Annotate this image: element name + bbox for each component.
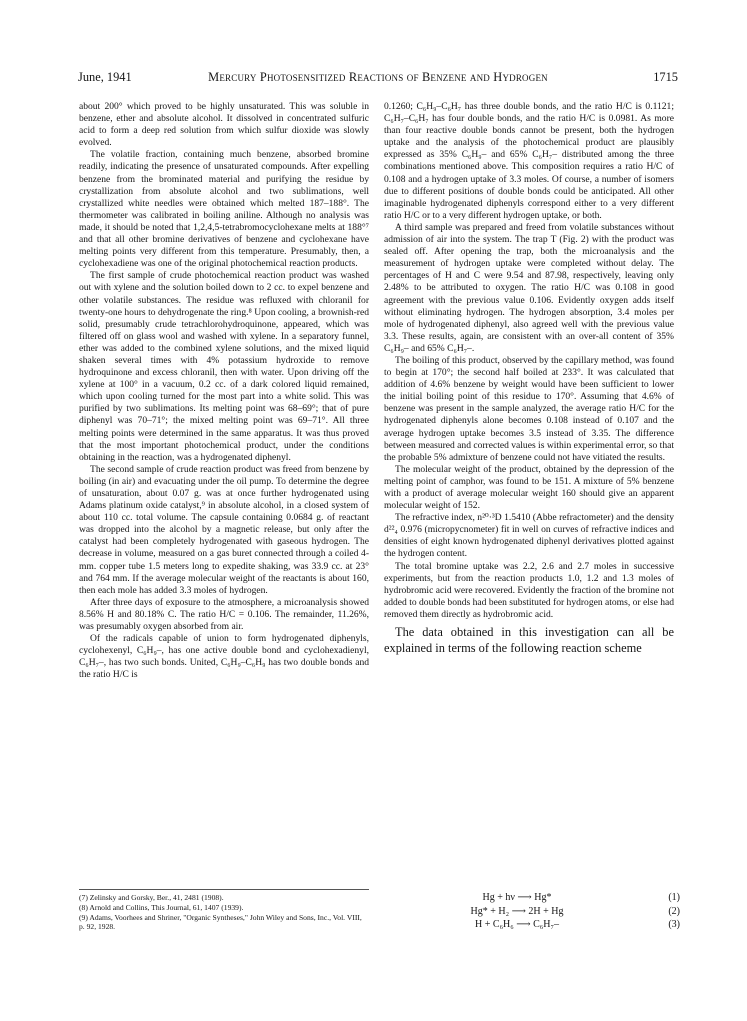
paragraph: The refractive index, n²⁰·³D 1.5410 (Abbe refractometer) and the density d²²₄ 0.976 (micropycnometer) fit in well on curves of refractive indices and densities of eight known hydrogenated diphenyl derivatives plotted against the hydrogen content.: [384, 512, 674, 560]
paragraph: The boiling of this product, observed by the capillary method, was found to begin at 170°; the second half boiled at 233°. It was calculated that addition of 4.6% benzene by weight would have been sufficient to lower the initial boiling point of this residue to 170°. Assuming that 4.6% of benzene was present in the sample analyzed, the average ratio H/C for the hydrogenated diphenyls alone becomes 0.108 instead of 0.107 and the average hydrogen uptake becomes 3.5 instead of 3.35. The difference between measured and corrected values is within experimental error, so that the probable 5% admixture of benzene could not have vitiated the results.: [384, 354, 674, 463]
equation-formula: H + C₆H₆ ⟶ C₆H₇–: [475, 919, 559, 930]
paragraph: 0.1260; C₆H₉–C₆H₇ has three double bonds, and the ratio H/C is 0.1121; C₆H₇–C₆H₇ has four double bonds, and the ratio H/C is 0.0981. As more than four reactive double bonds cannot be present, both the hydrogen uptake and the analysis of the photochemical product are plausibly expressed as 35% C₆H₉– and 65% C₆H₇– distributed among the three combinations mentioned above. This composition requires a ratio H/C of 0.108 and a hydrogen uptake of 3.3 moles. Of course, a number of isomers due to different positions of double bonds could be anticipated. All other imaginable hydrogenated diphenyls correspond either to a very different ratio H/C or to a very different hydrogen uptake, or both.: [384, 101, 674, 221]
equation-number: (1): [668, 892, 680, 903]
equation: [384, 905, 680, 919]
equation-formula: Hg* + H₂ ⟶ 2H + Hg: [470, 905, 564, 917]
footnotes: [79, 889, 369, 932]
paragraph: The first sample of crude photochemical reaction product was washed out with xylene and the solution boiled down to 2 cc. to expel benzene and other volatile substances. The residue was refluxed with chloranil for twenty-one hours to dehydrogenate the ring.⁸ Upon cooling, a brownish-red solid, presumably crude tetrachlorohydroquinone, appeared, which was filtered off on glass wool and washed with xylene. In a separatory funnel, ether was added to the combined xylene solutions, and the mixed liquid shaken several times with 4% potassium hydroxide to remove hydroquinone and excess chloranil, then with water. Upon driving off the xylene at 100° in a vacuum, 0.2 cc. of a dark colored liquid remained, which upon cooling turned for the most part into a white solid. This was purified by two sublimations. Its melting point was 68–69°; that of pure diphenyl was 70–71°; the mixed melting point was 69–71°. All three melting points were determined in the same apparatus. It was thus proved that the most important photochemical product, under the conditions obtaining in the reaction, was a hydrogenated diphenyl.: [79, 270, 369, 463]
paragraph: A third sample was prepared and freed from volatile substances without admission of air into the system. The trap T (Fig. 2) with the product was sealed off. After opening the trap, both the microanalysis and the measurement of hydrogen uptake were completed without delay. The percentages of H and C were 9.54 and 87.98, respectively, leaving only 2.48% to be attributed to oxygen. The ratio H/C was 0.108 in good agreement with the previous value 0.106. Evidently oxygen adds itself without eliminating hydrogen. The hydrogen absorption, 3.4 moles per mole of hydrogenated diphenyl, also agreed well with the previous value 3.3. These results, again, are consistent with an over-all content of 35% C₆H₉– and 65% C₆H₇–.: [384, 221, 674, 354]
equation-number: (3): [668, 919, 680, 930]
header-date: June, 1941: [78, 70, 132, 84]
closing-paragraph: The data obtained in this investigation can all be explained in terms of the following reaction scheme: [384, 625, 674, 656]
paragraph: The volatile fraction, containing much benzene, absorbed bromine readily, indicating the presence of unsaturated compounds. After expelling benzene from the brominated material and purifying the residue by crystallization from absolute alcohol and two sublimations, well crystallized white needles were obtained which melted 187–188°. The thermometer was calibrated in boiling aniline. Although no analysis was made, it should be noted that 1,2,4,5-tetrabromocyclohexane melts at 188°⁷ and that all other bromine derivatives of benzene and cyclohexane have melting points very different from this temperature. Presumably, then, a cyclohexadiene was one of the original photochemical reaction products.: [79, 149, 369, 270]
equation: [384, 891, 680, 905]
footnote: (9) Adams, Voorhees and Shriner, "Organic Syntheses," John Wiley and Sons, Inc., Vol. VIII, p. 92, 1928.: [79, 912, 362, 932]
equation-number: (2): [668, 905, 680, 917]
paragraph: After three days of exposure to the atmosphere, a microanalysis showed 8.56% H and 80.18% C. The ratio H/C = 0.106. The remainder, 11.26%, was presumably oxygen absorbed from air.: [79, 596, 369, 633]
left-column: [79, 101, 369, 682]
right-column: [384, 101, 674, 656]
equation-formula: Hg + hν ⟶ Hg*: [482, 892, 552, 903]
paragraph: The total bromine uptake was 2.2, 2.6 and 2.7 moles in successive experiments, but from the reaction products 1.0, 1.2 and 1.3 moles of hydrobromic acid were recovered. Evidently the fraction of the bromine not added to double bonds had been substituted for hydrogen atoms, or else had removed them directly as hydrobromic acid.: [384, 560, 674, 620]
paragraph: about 200° which proved to be highly unsaturated. This was soluble in benzene, ether and absolute alcohol. It dissolved in concentrated sulfuric acid to form a deep red solution from which sulfur dioxide was slowly evolved.: [79, 101, 369, 149]
header-title: Mercury Photosensitized Reactions of Benzene and Hydrogen: [208, 70, 548, 84]
equation: [384, 918, 680, 932]
paragraph: Of the radicals capable of union to form hydrogenated diphenyls, cyclohexenyl, C₆H₉–, has one active double bond and cyclohexadienyl, C₆H₇–, has two such bonds. United, C₆H₉–C₆H₉ has two double bonds and the ratio H/C is: [79, 633, 369, 681]
footnote: (7) Zelinsky and Gorsky, Ber., 41, 2481 (1908).: [79, 893, 224, 902]
page-number: 1715: [653, 70, 678, 84]
footnote: (8) Arnold and Collins, This Journal, 61, 1407 (1939).: [79, 902, 244, 912]
running-header: [78, 70, 678, 88]
paragraph: The molecular weight of the product, obtained by the depression of the melting point of camphor, was found to be 151. A mixture of 5% benzene with a product of average molecular weight 160 should give an apparent molecular weight of 152.: [384, 463, 674, 512]
reaction-scheme: [384, 891, 680, 932]
paragraph: The second sample of crude reaction product was freed from benzene by boiling (in air) and evacuating under the oil pump. To determine the degree of unsaturation, about 0.07 g. was at once further hydrogenated using Adams platinum oxide catalyst,⁹ in absolute alcohol, in a closed system of about 110 cc. total volume. The capsule containing 0.0684 g. of reactant was dropped into the alcohol by a magnetic release, but only after the catalyst had been completely hydrogenated with gaseous hydrogen. The decrease in volume, measured on a gas buret connected through a coiled 4-mm. copper tube 1.5 meters long to expedite shaking, was 33.9 cc. at 23° and 764 mm. If the average molecular weight of the reactants is about 160, then each mole has added 3.3 moles of hydrogen.: [79, 463, 369, 596]
